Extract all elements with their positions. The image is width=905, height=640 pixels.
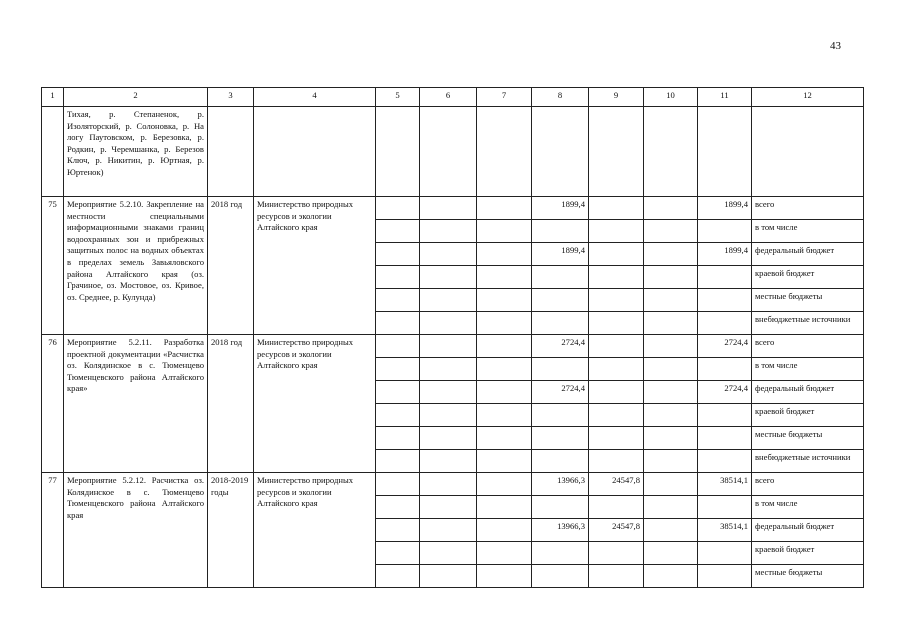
cell-6 [420, 358, 477, 381]
header-cell: 1 [42, 88, 64, 107]
funding-source: в том числе [752, 220, 864, 243]
funding-source: краевой бюджет [752, 404, 864, 427]
cell-5 [376, 266, 420, 289]
cell-5 [376, 335, 420, 358]
value-col-8: 1899,4 [532, 197, 589, 220]
funding-source: федеральный бюджет [752, 381, 864, 404]
cell-7 [477, 496, 532, 519]
cell-10 [644, 450, 698, 473]
funding-source: местные бюджеты [752, 565, 864, 588]
page-number: 43 [830, 40, 841, 52]
cell-7 [477, 107, 532, 197]
cell-6 [420, 542, 477, 565]
value-col-8 [532, 312, 589, 335]
value-col-8: 13966,3 [532, 473, 589, 496]
cell-7 [477, 197, 532, 220]
value-col-9 [589, 266, 644, 289]
cell-6 [420, 496, 477, 519]
table-row [42, 473, 864, 496]
executor: Министерство природных ресурсов и экологии Алтайского края [254, 335, 376, 473]
value-col-11 [698, 312, 752, 335]
cell-6 [420, 450, 477, 473]
header-row [42, 88, 864, 107]
funding-source: в том числе [752, 496, 864, 519]
value-col-8 [532, 496, 589, 519]
cell-6 [420, 243, 477, 266]
value-col-9 [589, 335, 644, 358]
cell-8 [532, 107, 589, 197]
value-col-9 [589, 289, 644, 312]
execution-period: 2018 год [208, 335, 254, 473]
value-col-9 [589, 243, 644, 266]
cell-5 [376, 107, 420, 197]
cell-7 [477, 519, 532, 542]
value-col-11 [698, 565, 752, 588]
funding-source: в том числе [752, 358, 864, 381]
cell-10 [644, 404, 698, 427]
cell-6 [420, 335, 477, 358]
value-col-11 [698, 542, 752, 565]
value-col-9 [589, 381, 644, 404]
cell-5 [376, 358, 420, 381]
header-cell: 12 [752, 88, 864, 107]
cell-executor [254, 107, 376, 197]
value-col-11: 2724,4 [698, 335, 752, 358]
row-number: 76 [42, 335, 64, 473]
funding-source: внебюджетные источники [752, 312, 864, 335]
header-cell: 6 [420, 88, 477, 107]
cell-5 [376, 220, 420, 243]
cell-7 [477, 243, 532, 266]
measure-name: Мероприятие 5.2.11. Разработка проектной документации «Расчистка оз. Колядинское в с. Тюменцево Тюменцевского района Алтайского края» [64, 335, 208, 473]
header-cell: 9 [589, 88, 644, 107]
value-col-8 [532, 266, 589, 289]
value-col-9 [589, 542, 644, 565]
header-cell: 8 [532, 88, 589, 107]
value-col-11 [698, 496, 752, 519]
value-col-11 [698, 289, 752, 312]
value-col-11 [698, 266, 752, 289]
cell-10 [644, 243, 698, 266]
value-col-9: 24547,8 [589, 519, 644, 542]
cell-7 [477, 542, 532, 565]
value-col-9 [589, 358, 644, 381]
cell-5 [376, 565, 420, 588]
cell-7 [477, 335, 532, 358]
cell-6 [420, 473, 477, 496]
cell-10 [644, 197, 698, 220]
funding-source: всего [752, 473, 864, 496]
value-col-11: 1899,4 [698, 197, 752, 220]
cell-10 [644, 335, 698, 358]
execution-period: 2018-2019 годы [208, 473, 254, 588]
cell-5 [376, 496, 420, 519]
cell-7 [477, 266, 532, 289]
value-col-9 [589, 427, 644, 450]
table-row [42, 197, 864, 220]
cell-5 [376, 427, 420, 450]
cell-6 [420, 312, 477, 335]
cell-5 [376, 312, 420, 335]
continuation-row [42, 107, 864, 197]
cell-10 [644, 381, 698, 404]
funding-source: краевой бюджет [752, 542, 864, 565]
value-col-9 [589, 312, 644, 335]
measure-name: Мероприятие 5.2.12. Расчистка оз. Колядинское в с. Тюменцево Тюменцевского района Алтайского края [64, 473, 208, 588]
cell-5 [376, 473, 420, 496]
funding-source: федеральный бюджет [752, 243, 864, 266]
cell-12 [752, 107, 864, 197]
row-number: 77 [42, 473, 64, 588]
executor: Министерство природных ресурсов и экологии Алтайского края [254, 197, 376, 335]
cell-6 [420, 289, 477, 312]
cell-10 [644, 427, 698, 450]
cell-10 [644, 542, 698, 565]
cell-5 [376, 404, 420, 427]
funding-source: краевой бюджет [752, 266, 864, 289]
cell-5 [376, 542, 420, 565]
value-col-8 [532, 220, 589, 243]
value-col-9 [589, 450, 644, 473]
value-col-9: 24547,8 [589, 473, 644, 496]
cell-5 [376, 243, 420, 266]
program-table [41, 87, 864, 588]
value-col-9 [589, 197, 644, 220]
cell-6 [420, 197, 477, 220]
cell-10 [644, 473, 698, 496]
row-number: 75 [42, 197, 64, 335]
cell-5 [376, 381, 420, 404]
cell-6 [420, 404, 477, 427]
cell-6 [420, 266, 477, 289]
cell-7 [477, 312, 532, 335]
value-col-11: 38514,1 [698, 519, 752, 542]
header-cell: 2 [64, 88, 208, 107]
funding-source: всего [752, 335, 864, 358]
header-cell: 11 [698, 88, 752, 107]
cell-6 [420, 427, 477, 450]
cell-10 [644, 266, 698, 289]
funding-source: всего [752, 197, 864, 220]
value-col-8: 2724,4 [532, 335, 589, 358]
cell-6 [420, 220, 477, 243]
cell-5 [376, 197, 420, 220]
header-cell: 3 [208, 88, 254, 107]
cell-6 [420, 381, 477, 404]
cell-5 [376, 519, 420, 542]
funding-source: федеральный бюджет [752, 519, 864, 542]
value-col-8: 13966,3 [532, 519, 589, 542]
value-col-8 [532, 358, 589, 381]
funding-source: местные бюджеты [752, 427, 864, 450]
value-col-11 [698, 427, 752, 450]
cell-10 [644, 107, 698, 197]
value-col-8 [532, 404, 589, 427]
cell-6 [420, 565, 477, 588]
value-col-8: 2724,4 [532, 381, 589, 404]
value-col-11 [698, 450, 752, 473]
execution-period: 2018 год [208, 197, 254, 335]
value-col-8 [532, 427, 589, 450]
value-col-9 [589, 404, 644, 427]
cell-10 [644, 312, 698, 335]
value-col-11: 1899,4 [698, 243, 752, 266]
value-col-8 [532, 289, 589, 312]
cell-7 [477, 473, 532, 496]
cell-7 [477, 220, 532, 243]
cell-10 [644, 519, 698, 542]
cell-5 [376, 289, 420, 312]
value-col-11 [698, 358, 752, 381]
value-col-8 [532, 450, 589, 473]
cell-9 [589, 107, 644, 197]
value-col-9 [589, 565, 644, 588]
funding-source: внебюджетные источники [752, 450, 864, 473]
measure-name: Мероприятие 5.2.10. Закрепление на местности специальными информационными знаками границ водоохранных зон и прибрежных защитных полос на водных объектах в пределах земель Завьяловского района Алтайского края (оз. Грачиное, оз. Мостовое, оз. Кривое, оз. Среднее, р. Кулунда) [64, 197, 208, 335]
value-col-9 [589, 496, 644, 519]
cell-year [208, 107, 254, 197]
cell-7 [477, 289, 532, 312]
continuation-text: Тихая, р. Степаненок, р. Изоляторский, р. Солоновка, р. На логу Паутовском, р. Березовка, р. Родкин, р. Черемшанка, р. Березов Ключ, р. Никитин, р. Юртная, р. Юртенок) [64, 107, 208, 197]
cell-10 [644, 289, 698, 312]
cell-7 [477, 381, 532, 404]
cell-7 [477, 358, 532, 381]
value-col-11: 2724,4 [698, 381, 752, 404]
value-col-11: 38514,1 [698, 473, 752, 496]
table-row [42, 335, 864, 358]
executor: Министерство природных ресурсов и экологии Алтайского края [254, 473, 376, 588]
value-col-11 [698, 404, 752, 427]
value-col-8: 1899,4 [532, 243, 589, 266]
header-cell: 10 [644, 88, 698, 107]
header-cell: 7 [477, 88, 532, 107]
value-col-8 [532, 565, 589, 588]
cell-7 [477, 565, 532, 588]
cell-10 [644, 220, 698, 243]
cell-11 [698, 107, 752, 197]
cell-10 [644, 358, 698, 381]
cell-7 [477, 404, 532, 427]
cell-10 [644, 565, 698, 588]
cell-5 [376, 450, 420, 473]
header-cell: 4 [254, 88, 376, 107]
value-col-9 [589, 220, 644, 243]
funding-source: местные бюджеты [752, 289, 864, 312]
cell-6 [420, 519, 477, 542]
cell-7 [477, 450, 532, 473]
cell-num [42, 107, 64, 197]
value-col-8 [532, 542, 589, 565]
cell-7 [477, 427, 532, 450]
cell-6 [420, 107, 477, 197]
cell-10 [644, 496, 698, 519]
value-col-11 [698, 220, 752, 243]
header-cell: 5 [376, 88, 420, 107]
